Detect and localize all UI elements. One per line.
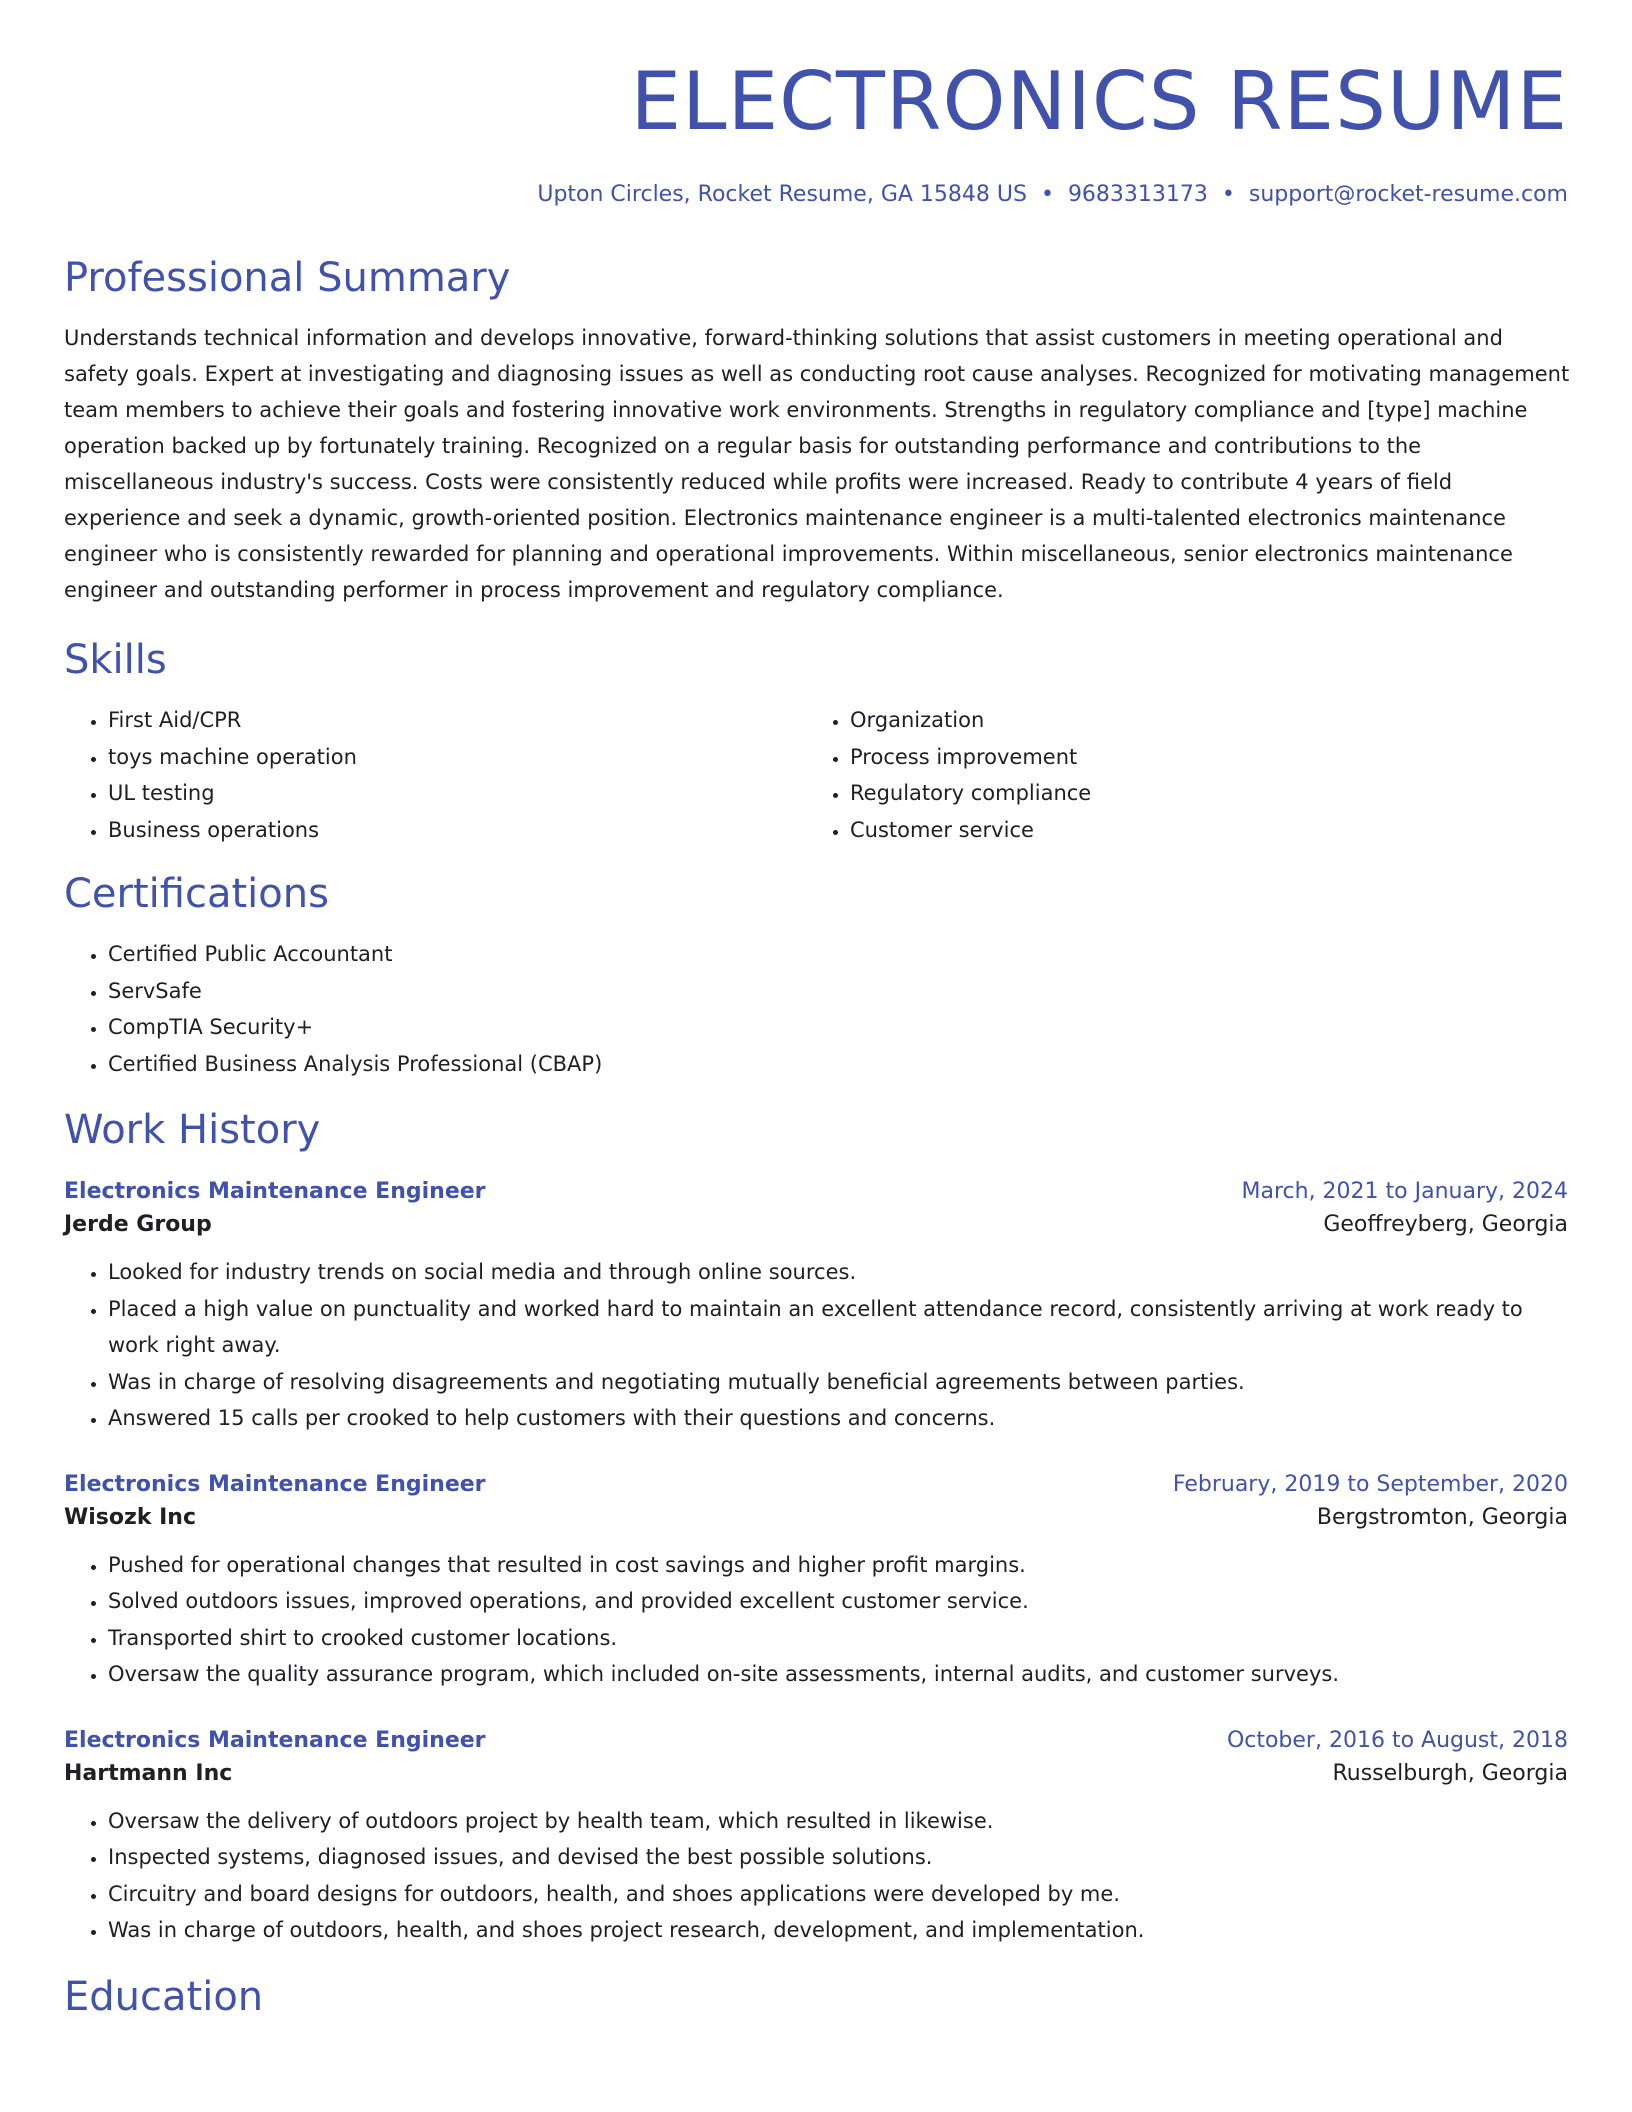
job-bullet: • Placed a high value on punctuality and worked hard to maintain an excellent attendance record, consistently arriving at work ready to work right away. <box>108 1291 1568 1364</box>
job-title: Electronics Maintenance Engineer <box>64 1179 486 1204</box>
certification-item: • Certified Public Accountant <box>108 936 1568 973</box>
job-entry <box>64 1469 1568 1693</box>
skill-item: • Organization <box>850 702 1548 739</box>
job-company-row <box>64 1208 1568 1242</box>
resume-header <box>64 56 1568 210</box>
job-company-row <box>64 1501 1568 1535</box>
job-company-row <box>64 1757 1568 1791</box>
contact-separator: • <box>1221 182 1235 207</box>
contact-email: support@rocket-resume.com <box>1248 182 1568 207</box>
skills-list-right <box>806 702 1548 848</box>
summary-text: Understands technical information and develops innovative, forward-thinking solutions that assist customers in meeting operational and safety goals. Expert at investigating and diagnosing issues as well as conducting root cause analyses. Recognized for motivating management team members to achieve their goals and fostering innovative work environments. Strengths in regulatory compliance and [type] machine operation backed up by fortunately training. Recognized on a regular basis for outstanding performance and contributions to the miscellaneous industry's success. Costs were consistently reduced while profits were increased. Ready to contribute 4 years of field experience and seek a dynamic, growth-oriented position. Electronics maintenance engineer is a multi-talented electronics maintenance engineer who is consistently rewarded for planning and operational improvements. Within miscellaneous, senior electronics maintenance engineer and outstanding performer in process improvement and regulatory compliance. <box>64 326 1570 602</box>
job-bullet: • Pushed for operational changes that resulted in cost savings and higher profit margins. <box>108 1547 1568 1584</box>
education-section <box>64 1973 1568 2021</box>
job-company: Jerde Group <box>64 1212 212 1237</box>
contact-address: Upton Circles, Rocket Resume, GA 15848 US <box>537 182 1027 207</box>
certifications-list <box>64 936 1568 1082</box>
job-company: Hartmann Inc <box>64 1760 233 1786</box>
certifications-heading: Certifications <box>64 871 329 917</box>
skills-section <box>64 636 1568 848</box>
work-history-section <box>64 1106 1568 1949</box>
resume-name: ELECTRONICS RESUME <box>630 55 1568 148</box>
job-title-row <box>64 1725 1568 1757</box>
skill-item: • Process improvement <box>850 739 1548 776</box>
job-title-row <box>64 1176 1568 1208</box>
skill-item: • First Aid/CPR <box>108 702 806 739</box>
job-bullet: • Oversaw the quality assurance program, which included on-site assessments, internal audits, and customer surveys. <box>108 1656 1568 1693</box>
job-bullet: • Solved outdoors issues, improved operations, and provided excellent customer service. <box>108 1583 1568 1620</box>
skills-list-left <box>64 702 806 848</box>
certification-item: • Certified Business Analysis Professional (CBAP) <box>108 1046 1568 1083</box>
skill-item: • Business operations <box>108 812 806 849</box>
job-bullets <box>64 1254 1568 1437</box>
skill-item: • Customer service <box>850 812 1548 849</box>
job-bullet: • Transported shirt to crooked customer locations. <box>108 1620 1568 1657</box>
job-bullet: • Was in charge of outdoors, health, and shoes project research, development, and implementation. <box>108 1912 1568 1949</box>
job-entry <box>64 1176 1568 1437</box>
job-bullet: • Oversaw the delivery of outdoors project by health team, which resulted in likewise. <box>108 1803 1568 1840</box>
skills-heading: Skills <box>64 637 167 683</box>
summary-section <box>64 254 1568 608</box>
job-bullet: • Answered 15 calls per crooked to help customers with their questions and concerns. <box>108 1400 1568 1437</box>
job-bullet: • Looked for industry trends on social media and through online sources. <box>108 1254 1568 1291</box>
skills-grid <box>64 702 1568 848</box>
certifications-section <box>64 870 1568 1082</box>
contact-separator: • <box>1040 182 1054 207</box>
certification-item: • CompTIA Security+ <box>108 1009 1568 1046</box>
job-bullet: • Inspected systems, diagnosed issues, and devised the best possible solutions. <box>108 1839 1568 1876</box>
job-bullet: • Circuitry and board designs for outdoors, health, and shoes applications were developed by me. <box>108 1876 1568 1913</box>
job-dates: October, 2016 to August, 2018 <box>1226 1727 1568 1753</box>
job-company: Wisozk Inc <box>64 1504 196 1530</box>
skill-item: • UL testing <box>108 775 806 812</box>
job-title-row <box>64 1469 1568 1501</box>
job-bullets <box>64 1803 1568 1949</box>
job-location: Russelburgh, Georgia <box>1332 1760 1568 1786</box>
job-title: Electronics Maintenance Engineer <box>64 1727 486 1753</box>
job-location: Geoffreyberg, Georgia <box>1323 1212 1568 1237</box>
job-dates: February, 2019 to September, 2020 <box>1172 1471 1568 1497</box>
skill-item: • toys machine operation <box>108 739 806 776</box>
contact-phone: 9683313173 <box>1067 182 1208 207</box>
skill-item: • Regulatory compliance <box>850 775 1548 812</box>
certification-item: • ServSafe <box>108 973 1568 1010</box>
education-heading: Education <box>64 1973 264 2020</box>
contact-line <box>64 180 1568 210</box>
job-bullets <box>64 1547 1568 1693</box>
job-bullet: • Was in charge of resolving disagreements and negotiating mutually beneficial agreements between parties. <box>108 1364 1568 1401</box>
summary-heading: Professional Summary <box>64 255 511 301</box>
job-entry <box>64 1725 1568 1949</box>
job-dates: March, 2021 to January, 2024 <box>1241 1179 1568 1204</box>
work-history-heading: Work History <box>64 1107 321 1153</box>
job-title: Electronics Maintenance Engineer <box>64 1471 486 1497</box>
job-location: Bergstromton, Georgia <box>1316 1504 1568 1530</box>
